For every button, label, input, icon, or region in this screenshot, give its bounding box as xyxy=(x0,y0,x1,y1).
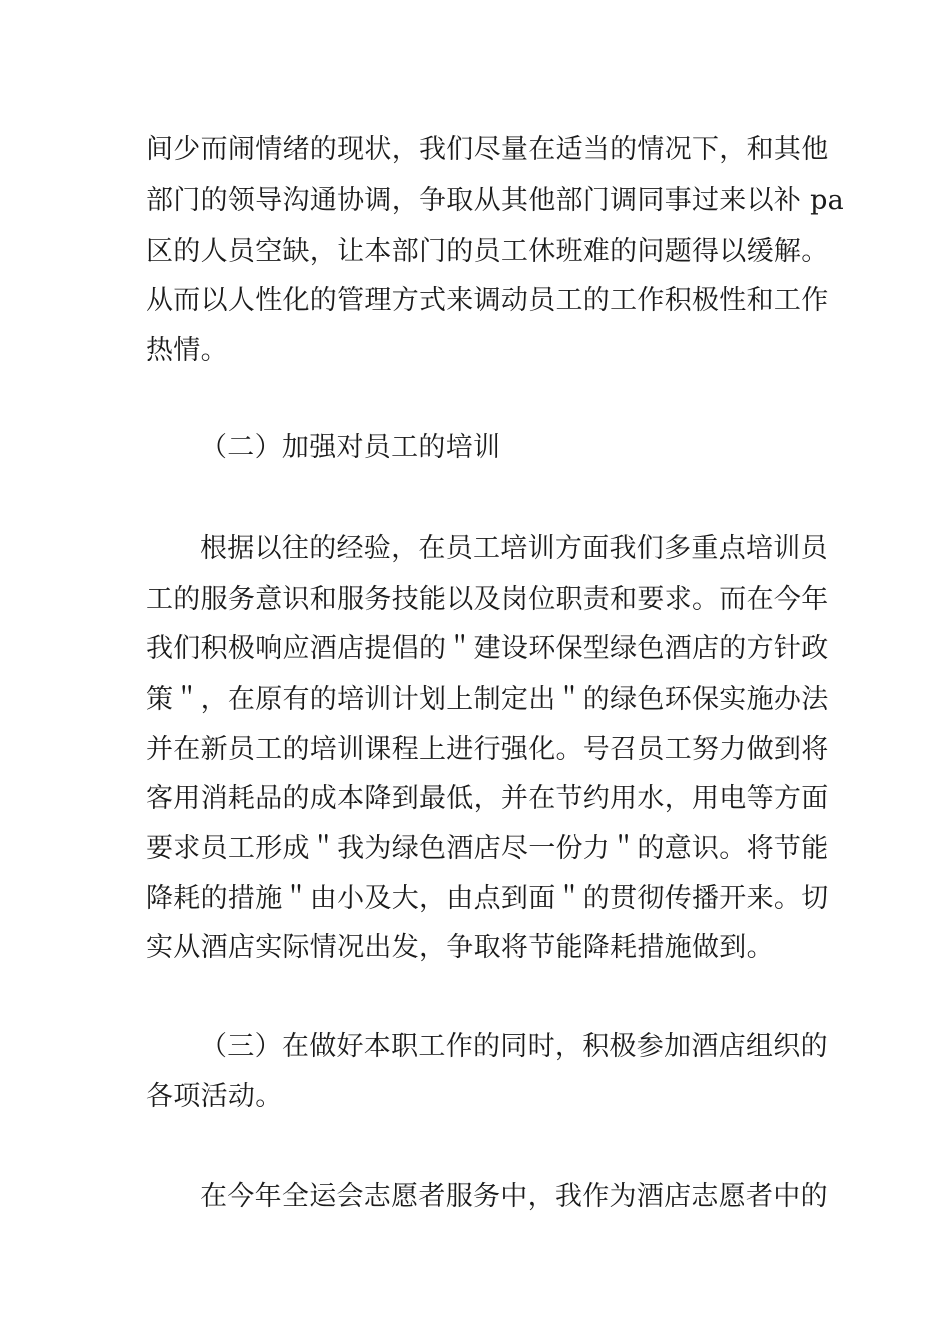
paragraph-2-line-3: 我们积极响应酒店提倡的＂建设环保型绿色酒店的方针政 xyxy=(146,633,829,664)
paragraph-1-line-1: 间少而闹情绪的现状，我们尽量在适当的情况下，和其他 xyxy=(146,134,829,165)
paragraph-2-line-9: 实从酒店实际情况出发，争取将节能降耗措施做到。 xyxy=(146,932,774,963)
paragraph-1-line-5: 热情。 xyxy=(146,335,228,366)
section-heading-2: （二）加强对员工的培训 xyxy=(200,432,501,463)
section-heading-3-line-1: （三）在做好本职工作的同时，积极参加酒店组织的 xyxy=(200,1031,828,1062)
paragraph-2-line-2: 工的服务意识和服务技能以及岗位职责和要求。而在今年 xyxy=(146,584,829,615)
paragraph-2-line-4: 策＂，在原有的培训计划上制定出＂的绿色环保实施办法 xyxy=(146,684,829,715)
paragraph-1-line-4: 从而以人性化的管理方式来调动员工的工作积极性和工作 xyxy=(146,285,829,316)
paragraph-2-line-1: 根据以往的经验，在员工培训方面我们多重点培训员 xyxy=(200,533,828,564)
paragraph-3-line-1: 在今年全运会志愿者服务中，我作为酒店志愿者中的 xyxy=(200,1181,828,1212)
paragraph-1-line-2: 部门的领导沟通协调，争取从其他部门调同事过来以补 pa xyxy=(146,185,845,216)
section-heading-3-line-2: 各项活动。 xyxy=(146,1081,283,1112)
paragraph-2-line-8: 降耗的措施＂由小及大，由点到面＂的贯彻传播开来。切 xyxy=(146,883,829,914)
paragraph-2-line-5: 并在新员工的培训课程上进行强化。号召员工努力做到将 xyxy=(146,734,829,765)
paragraph-1-line-3: 区的人员空缺，让本部门的员工休班难的问题得以缓解。 xyxy=(146,236,829,267)
paragraph-2-line-7: 要求员工形成＂我为绿色酒店尽一份力＂的意识。将节能 xyxy=(146,833,829,864)
paragraph-2-line-6: 客用消耗品的成本降到最低，并在节约用水，用电等方面 xyxy=(146,783,829,814)
